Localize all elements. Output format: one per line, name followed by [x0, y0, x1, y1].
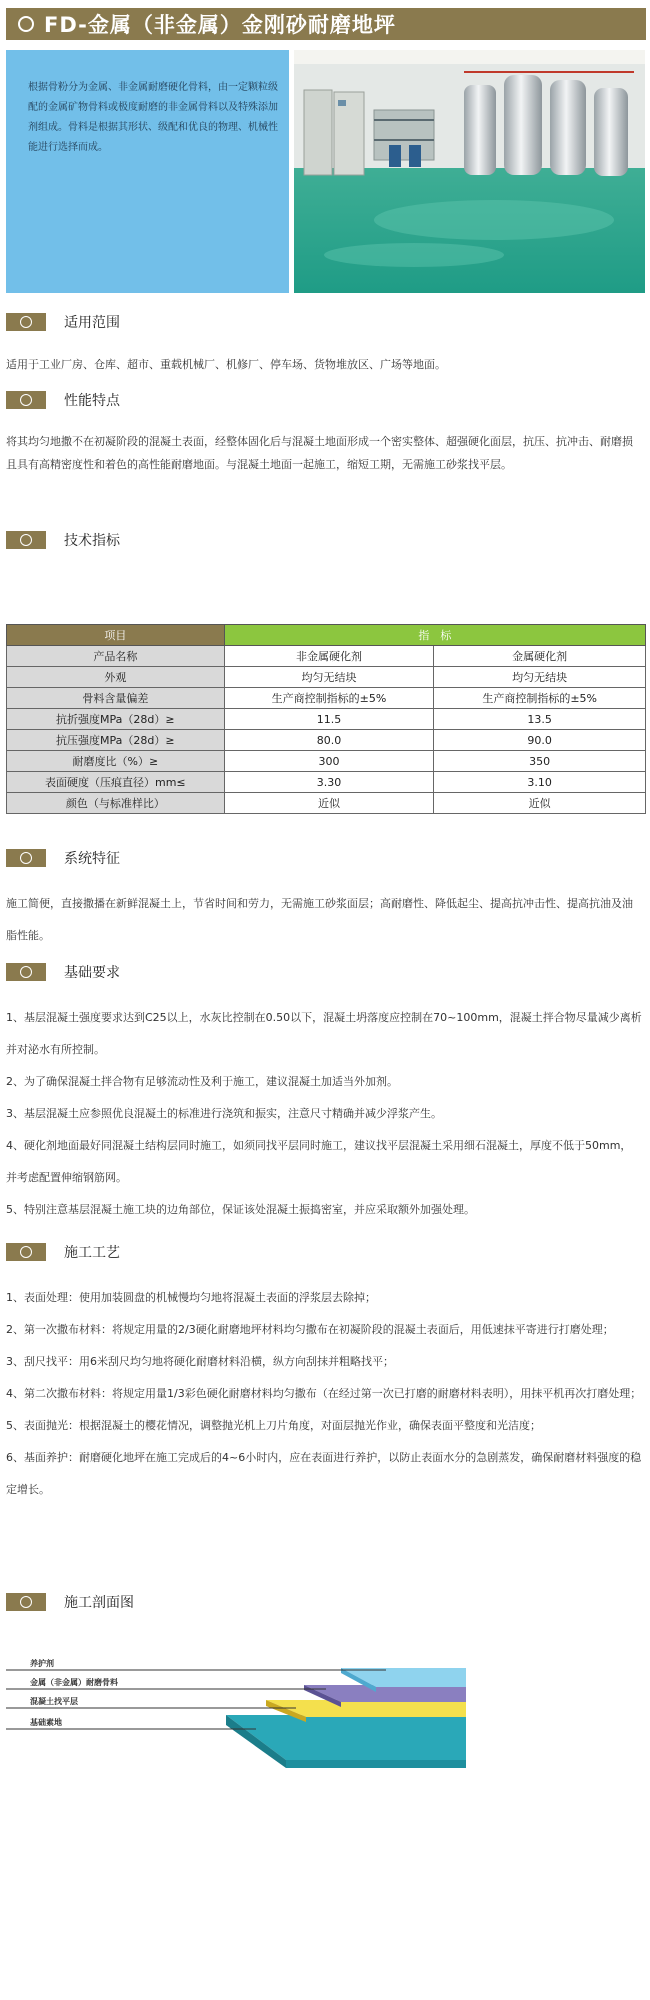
list-item: 4、硬化剂地面最好同混凝土结构层同时施工，如须同找平层同时施工，建议找平层混凝土采用细石混凝土，厚度不低于50mm，并考虑配置伸缩钢筋网。: [6, 1139, 632, 1184]
table-cell: 300: [224, 751, 434, 772]
diagram-label: 混凝土找平层: [30, 1697, 78, 1706]
section-heading-process: [6, 1242, 120, 1262]
section-title: 施工工艺: [64, 1245, 120, 1261]
table-cell: 生产商控制指标的±5%: [434, 688, 646, 709]
table-cell: 均匀无结块: [224, 667, 434, 688]
table-header-cell: 指 标: [224, 625, 645, 646]
table-cell: 耐磨度比（%）≥: [7, 751, 225, 772]
table-header-row: [7, 625, 646, 646]
section-title: 性能特点: [64, 393, 120, 409]
circle-icon: [20, 534, 32, 546]
section-tag: [6, 963, 46, 981]
section-heading-features: [6, 390, 120, 410]
table-cell: 近似: [434, 793, 646, 814]
table-row: [7, 667, 646, 688]
circle-icon: [20, 966, 32, 978]
circle-icon: [20, 394, 32, 406]
circle-icon: [20, 1596, 32, 1608]
spec-table: [6, 624, 646, 814]
table-cell: 近似: [224, 793, 434, 814]
factory-floor-photo: [294, 50, 645, 293]
section-heading-system: [6, 848, 120, 868]
list-item: 6、基面养护：耐磨硬化地坪在施工完成后的4~6小时内，应在表面进行养护，以防止表面水分的急剧蒸发，确保耐磨材料强度的稳定增长。: [6, 1451, 642, 1496]
circle-icon: [18, 16, 34, 32]
table-row: [7, 730, 646, 751]
diagram-label: 养护剂: [30, 1659, 54, 1668]
list-item: 2、为了确保混凝土拌合物有足够流动性及利于施工，建议混凝土加适当外加剂。: [6, 1075, 398, 1088]
table-cell: 生产商控制指标的±5%: [224, 688, 434, 709]
list-item: 5、表面抛光：根据混凝土的樱花情况，调整抛光机上刀片角度，对面层抛光作业，确保表面平整度和光洁度；: [6, 1419, 541, 1432]
table-cell: 13.5: [434, 709, 646, 730]
table-cell: 90.0: [434, 730, 646, 751]
section-tag: [6, 531, 46, 549]
table-cell: 非金属硬化剂: [224, 646, 434, 667]
table-row: [7, 793, 646, 814]
section-tag: [6, 1243, 46, 1261]
section-heading-section-view: [6, 1592, 134, 1612]
table-cell: 产品名称: [7, 646, 225, 667]
table-cell: 11.5: [224, 709, 434, 730]
circle-icon: [20, 316, 32, 328]
table-cell: 颜色（与标准样比）: [7, 793, 225, 814]
circle-icon: [20, 1246, 32, 1258]
table-cell: 金属硬化剂: [434, 646, 646, 667]
section-title: 适用范围: [64, 315, 120, 331]
list-item: 1、基层混凝土强度要求达到C25以上，水灰比控制在0.50以下，混凝土坍落度应控制在70~100mm，混凝土拌合物尽量减少离析并对泌水有所控制。: [6, 1011, 642, 1056]
table-row: [7, 709, 646, 730]
table-header-cell: 项目: [7, 625, 225, 646]
list-item: 1、表面处理：使用加装圆盘的机械慢均匀地将混凝土表面的浮浆层去除掉；: [6, 1291, 376, 1304]
table-cell: 抗压强度MPa（28d）≥: [7, 730, 225, 751]
diagram-label: 金属（非金属）耐磨骨料: [30, 1678, 118, 1687]
table-cell: 表面硬度（压痕直径）mm≤: [7, 772, 225, 793]
table-row: [7, 751, 646, 772]
section-title: 系统特征: [64, 851, 120, 867]
section-tag: [6, 849, 46, 867]
circle-icon: [20, 852, 32, 864]
table-cell: 抗折强度MPa（28d）≥: [7, 709, 225, 730]
list-item: 4、第二次撒布材料：将规定用量1/3彩色硬化耐磨材料均匀撒布（在经过第一次已打磨的耐磨材料表明），用抹平机再次打磨处理；: [6, 1387, 642, 1400]
table-cell: 外观: [7, 667, 225, 688]
table-row: [7, 772, 646, 793]
cross-section-diagram: [6, 1650, 476, 1790]
page-title: FD-金属（非金属）金刚砂耐磨地坪: [44, 13, 396, 37]
factory-photo-image: [294, 50, 645, 293]
table-subheader-row: [7, 646, 646, 667]
table-row: [7, 688, 646, 709]
scope-text: 适用于工业厂房、仓库、超市、重载机械厂、机修厂、停车场、货物堆放区、广场等地面。: [6, 358, 446, 371]
curing-agent-layer: [341, 1668, 466, 1687]
section-heading-base: [6, 962, 120, 982]
section-title: 施工剖面图: [64, 1595, 134, 1611]
cross-section-layers: [6, 1650, 476, 1790]
section-heading-scope: [6, 312, 120, 332]
features-text: 将其均匀地撒不在初凝阶段的混凝土表面，经整体固化后与混凝土地面形成一个密实整体、超强硬化面层，抗压、抗冲击、耐磨损且具有高精密度性和着色的高性能耐磨地面。与混凝土地面一起施工，缩短工期，无需施工砂浆找平层。: [6, 435, 633, 471]
section-tag: [6, 391, 46, 409]
list-item: 2、第一次撒布材料：将规定用量的2/3硬化耐磨地坪材料均匀撒布在初凝阶段的混凝土表面后，用低速抹平寄进行打磨处理；: [6, 1323, 614, 1336]
system-text: 施工简便，直接撒播在新鲜混凝土上，节省时间和劳力，无需施工砂浆面层；高耐磨性、降低起尘、提高抗冲击性、提高抗油及油脂性能。: [6, 897, 633, 942]
section-title: 基础要求: [64, 965, 120, 981]
list-item: 3、基层混凝土应参照优良混凝土的标准进行浇筑和振实，注意尺寸精确并减少浮浆产生。: [6, 1107, 442, 1120]
table-cell: 80.0: [224, 730, 434, 751]
table-cell: 3.10: [434, 772, 646, 793]
intro-panel: [6, 50, 289, 293]
process-steps-list: [6, 1282, 642, 1506]
intro-text: 根据骨粉分为金属、非金属耐磨硬化骨料，由一定颗粒级配的金属矿物骨料或极度耐磨的非金属骨料以及特殊添加剂组成。骨料是根据其形状、级配和优良的物理、机械性能进行选择而成。: [28, 82, 278, 153]
section-tag: [6, 1593, 46, 1611]
diagram-label: 基础素地: [30, 1718, 62, 1727]
page-title-bar: [6, 8, 646, 40]
base-requirements-list: [6, 1002, 642, 1226]
section-title: 技术指标: [64, 533, 120, 549]
list-item: 3、刮尺找平：用6米刮尺均匀地将硬化耐磨材料沿横，纵方向刮抹并粗略找平；: [6, 1355, 394, 1368]
list-item: 5、特别注意基层混凝土施工块的边角部位，保证该处混凝土振捣密室，并应采取额外加强处理。: [6, 1203, 475, 1216]
base-layer-top: [226, 1715, 466, 1760]
section-heading-tech: [6, 530, 120, 550]
table-cell: 骨料含量偏差: [7, 688, 225, 709]
table-cell: 均匀无结块: [434, 667, 646, 688]
table-cell: 3.30: [224, 772, 434, 793]
section-tag: [6, 313, 46, 331]
table-cell: 350: [434, 751, 646, 772]
